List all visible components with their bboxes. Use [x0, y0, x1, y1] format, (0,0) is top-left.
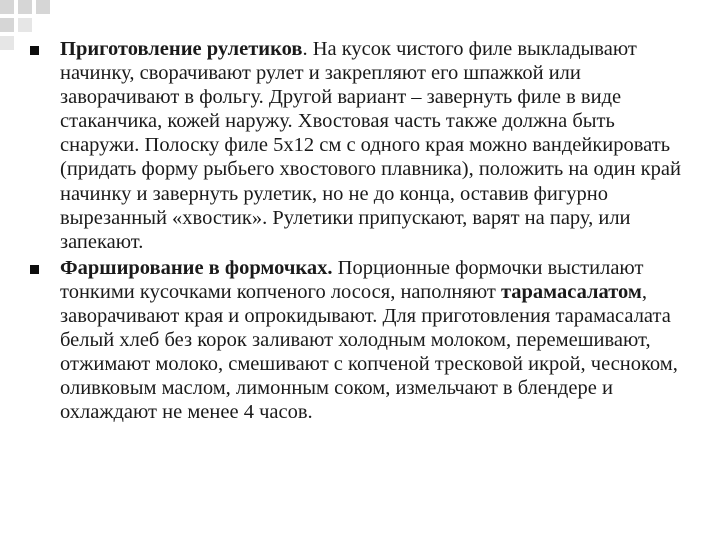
bullet-item: [26, 37, 696, 254]
text-run: . На кусок чистого филе выкладывают начинку, сворачивают рулет и закрепляют его шпажкой или заворачивают в фольгу. Другой вариант – завернуть филе в виде стаканчика, кожей наружу. Хвостовая часть также должна быть снаружи. Полоску филе 5х12 см с одного края можно вандейкировать (придать форму рыбьего хвостового плавника), положить на один край начинку и завернуть рулетик, но не до конца, оставив фигурно вырезанный «хвостик». Рулетики припускают, варят на пару, или запекают.: [60, 38, 681, 253]
text-run: , заворачивают края и опрокидывают. Для приготовления тарамасалата белый хлеб без корок заливают холодным молоком, перемешивают, отжимают молоко, смешивают с копченой тресковой икрой, чесноком, оливковым маслом, лимонным соком, измельчают в блендере и охлаждают не менее 4 часов.: [60, 280, 678, 424]
text-run: тарамасалатом: [500, 280, 642, 303]
bullet-text: [60, 257, 678, 424]
text-run: Фарширование в формочках.: [60, 256, 333, 279]
bullet-text: [60, 38, 681, 253]
bullet-item: [26, 256, 696, 425]
text-run: Приготовление рулетиков: [60, 38, 303, 60]
text-run: Порционные формочки выстилают тонкими кусочками копченого лосося, наполняют: [60, 256, 644, 303]
square-bullet-icon: [30, 265, 39, 274]
square-bullet-icon: [30, 46, 39, 55]
slide-body: [26, 37, 696, 425]
